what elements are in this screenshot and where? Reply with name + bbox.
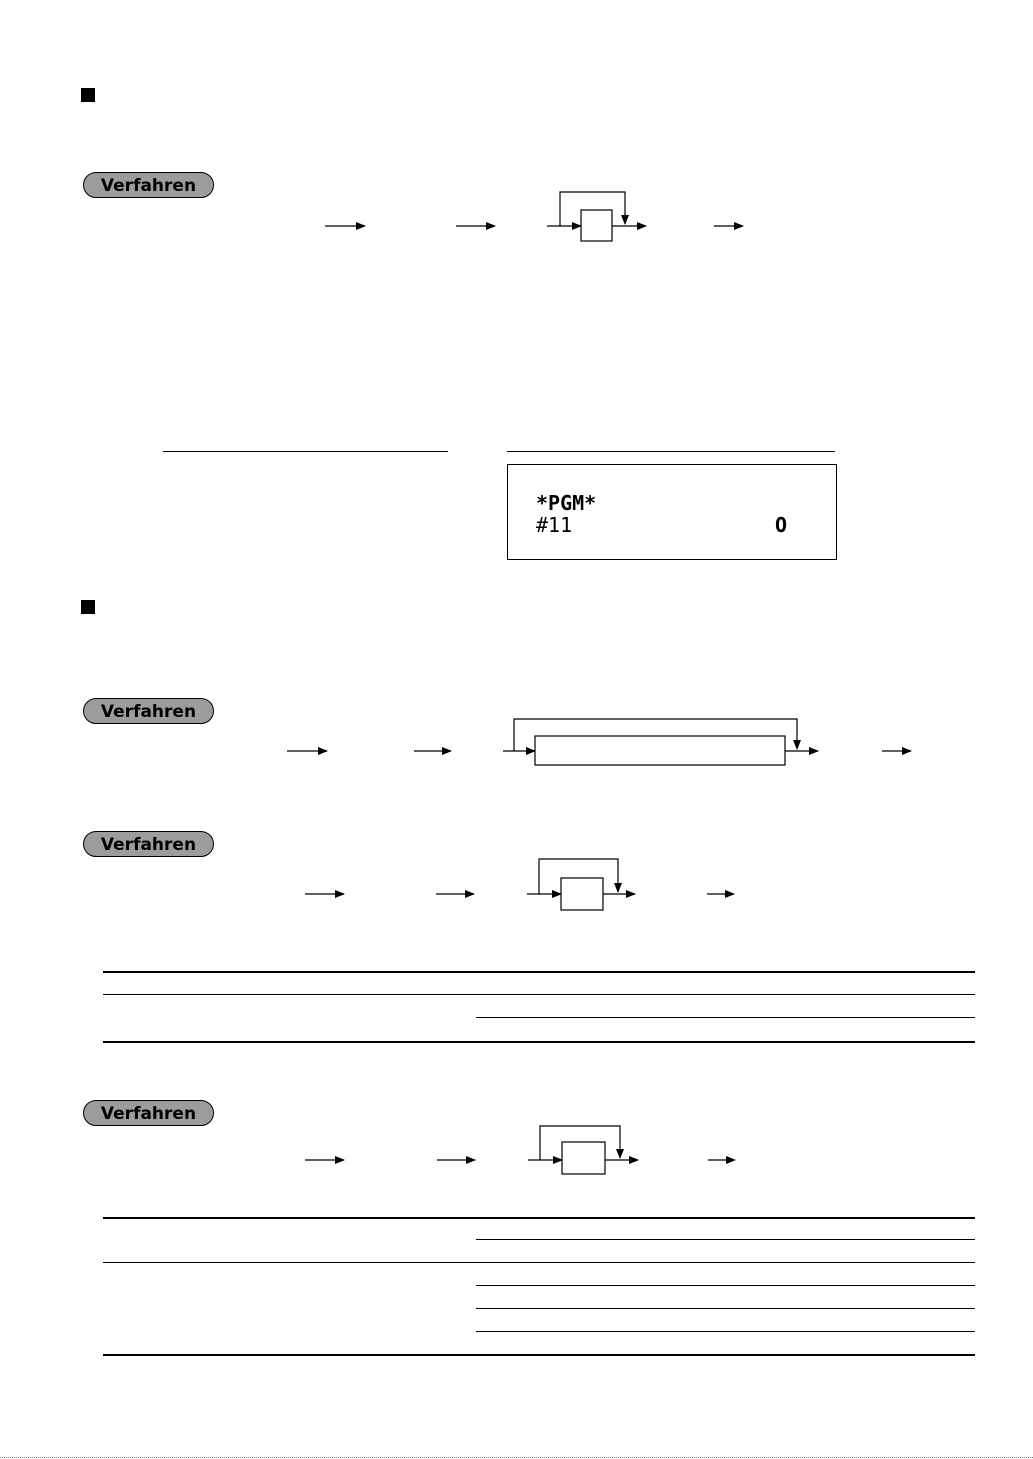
flow-diagram-2 — [287, 719, 911, 765]
procedure-badge: Verfahren — [83, 698, 214, 724]
flow-diagram-1 — [325, 192, 743, 241]
procedure-badge: Verfahren — [83, 172, 214, 198]
flow-diagram-3 — [305, 859, 734, 910]
display-line-2-left: #11 — [536, 513, 573, 537]
procedure-badge: Verfahren — [83, 831, 214, 857]
display-line-2-right: O — [775, 513, 788, 537]
display-line-1: *PGM* — [536, 491, 597, 515]
procedure-badge: Verfahren — [83, 1100, 214, 1126]
flow-diagram-4 — [305, 1126, 735, 1174]
